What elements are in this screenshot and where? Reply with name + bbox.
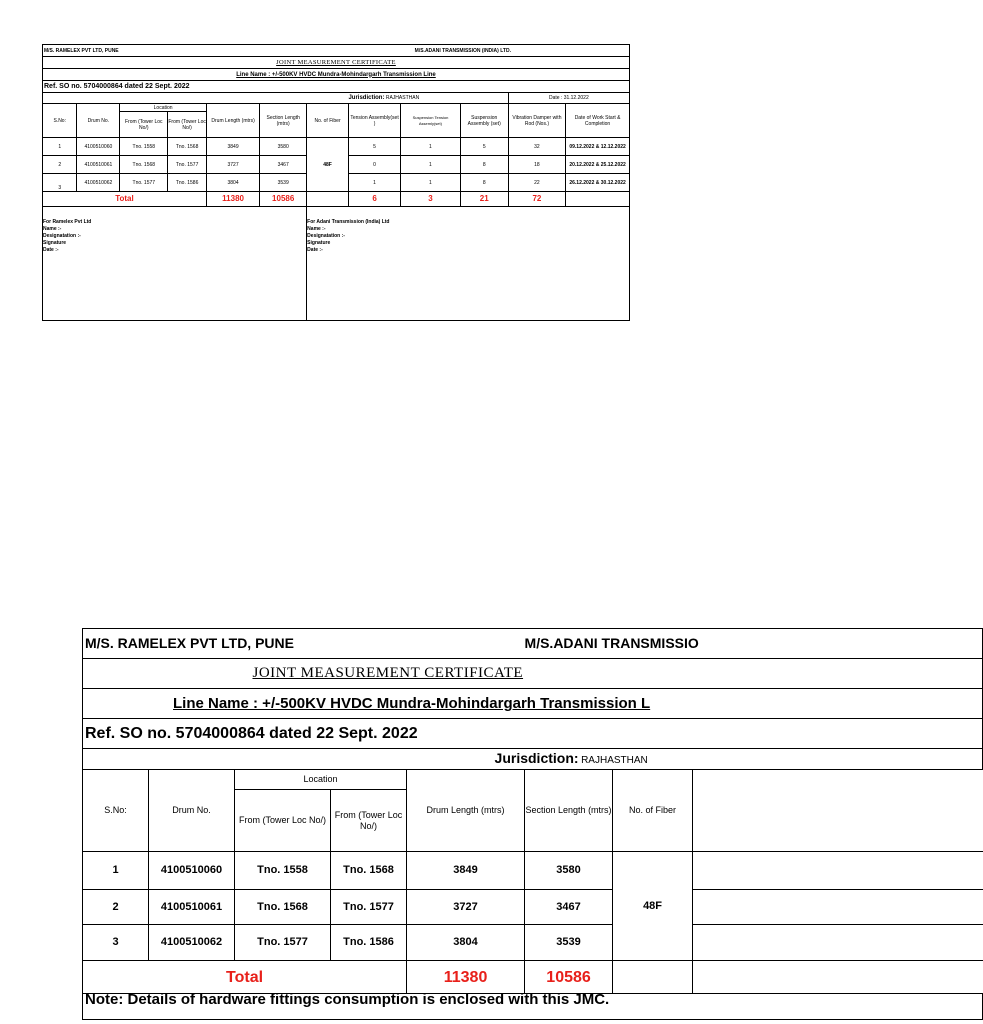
table-row: 1 4100510060 Tno. 1558 Tno. 1568 3849 3580 48F 5 1 5 32 09.12.2022 & 12.12.2022 — [43, 138, 630, 156]
joint-measurement-certificate — [42, 44, 630, 321]
client-name: M/S.ADANI TRANSMISSIO — [407, 629, 983, 659]
client-signature: For Adani Transmission (India) Ltd Name :- Designatation :- Signature Date :- — [307, 207, 630, 321]
col-sno: S.No: — [43, 104, 77, 138]
fiber-count: 48F — [613, 852, 693, 961]
table-row: 2 4100510061 Tno. 1568 Tno. 1577 3727 3467 — [83, 890, 983, 925]
line-name: Line Name : +/-500KV HVDC Mundra-Mohindargarh Transmission L — [83, 689, 983, 719]
col-to: From (Tower Loc No/) — [168, 112, 207, 138]
zoomed-table — [82, 628, 983, 1020]
hardware-note: Note: Details of hardware fittings consumption is enclosed with this JMC. — [83, 994, 983, 1020]
line-name: Line Name : +/-500KV HVDC Mundra-Mohindargarh Transmission Line — [43, 69, 630, 81]
col-section-length: Section Length (mtrs) — [525, 770, 613, 852]
table-row: 1 4100510060 Tno. 1558 Tno. 1568 3849 3580 48F — [83, 852, 983, 890]
col-drum-length: Drum Length (mtrs) — [407, 770, 525, 852]
jurisdiction-label: Jurisdiction: — [348, 95, 385, 101]
client-name: M/S.ADANI TRANSMISSION (INDIA) LTD. — [401, 45, 630, 57]
col-vibration: Vibration Damper with Rod (Nos.) — [508, 104, 565, 138]
contractor-name: M/S. RAMELEX PVT LTD, PUNE — [43, 45, 401, 57]
table-row: 3 4100510062 Tno. 1577 Tno. 1586 3804 3539 — [83, 925, 983, 961]
col-susp-tension: Suspension Tension Assemly(set) — [401, 104, 461, 138]
zoomed-certificate-crop — [82, 628, 768, 1024]
col-drum: Drum No. — [77, 104, 120, 138]
totals-row: Total 11380 10586 6 3 21 72 — [43, 192, 630, 207]
col-section-length: Section Length (mtrs) — [260, 104, 307, 138]
table-row: 2 4100510061 Tno. 1568 Tno. 1577 3727 3467 0 1 8 18 20.12.2022 & 25.12.2022 — [43, 156, 630, 174]
col-tension: Tension Assembly(set ) — [348, 104, 400, 138]
col-location: Location — [120, 104, 207, 112]
contractor-name: M/S. RAMELEX PVT LTD, PUNE — [83, 629, 407, 659]
reference-so: Ref. SO no. 5704000864 dated 22 Sept. 2022 — [83, 719, 983, 749]
reference-so: Ref. SO no. 5704000864 dated 22 Sept. 2022 — [43, 81, 630, 93]
certificate-date: Date : 31.12.2022 — [508, 93, 629, 104]
col-from: From (Tower Loc No/) — [235, 790, 331, 852]
col-suspension: Suspension Assembly (set) — [460, 104, 508, 138]
col-sno: S.No: — [83, 770, 149, 852]
contractor-signature: For Ramelex Pvt Ltd Name :- Designatation :- Signature Date :- — [43, 207, 307, 321]
col-location: Location — [235, 770, 407, 790]
col-drum-length: Drum Length (mtrs) — [206, 104, 259, 138]
jurisdiction-value: RAJHASTHAN — [385, 95, 420, 101]
certificate-title: JOINT MEASUREMENT CERTIFICATE — [43, 57, 630, 69]
jurisdiction-label: Jurisdiction: — [494, 749, 579, 766]
col-drum: Drum No. — [149, 770, 235, 852]
signature-block — [43, 207, 630, 321]
totals-row: Total 11380 10586 — [83, 961, 983, 994]
certificate-title: JOINT MEASUREMENT CERTIFICATE — [83, 659, 693, 689]
fiber-count: 48F — [307, 138, 349, 192]
col-to: From (Tower Loc No/) — [331, 790, 407, 852]
col-fiber: No. of Fiber — [307, 104, 349, 138]
jurisdiction-value: RAJHASTHAN — [581, 754, 648, 766]
col-work-date: Date of Work Start & Completion — [566, 104, 630, 138]
table-row: 3 4100510062 Tno. 1577 Tno. 1586 3804 3539 1 1 8 22 26.12.2022 & 30.12.2022 — [43, 174, 630, 192]
col-from: From (Tower Loc No/) — [120, 112, 168, 138]
col-fiber: No. of Fiber — [613, 770, 693, 852]
